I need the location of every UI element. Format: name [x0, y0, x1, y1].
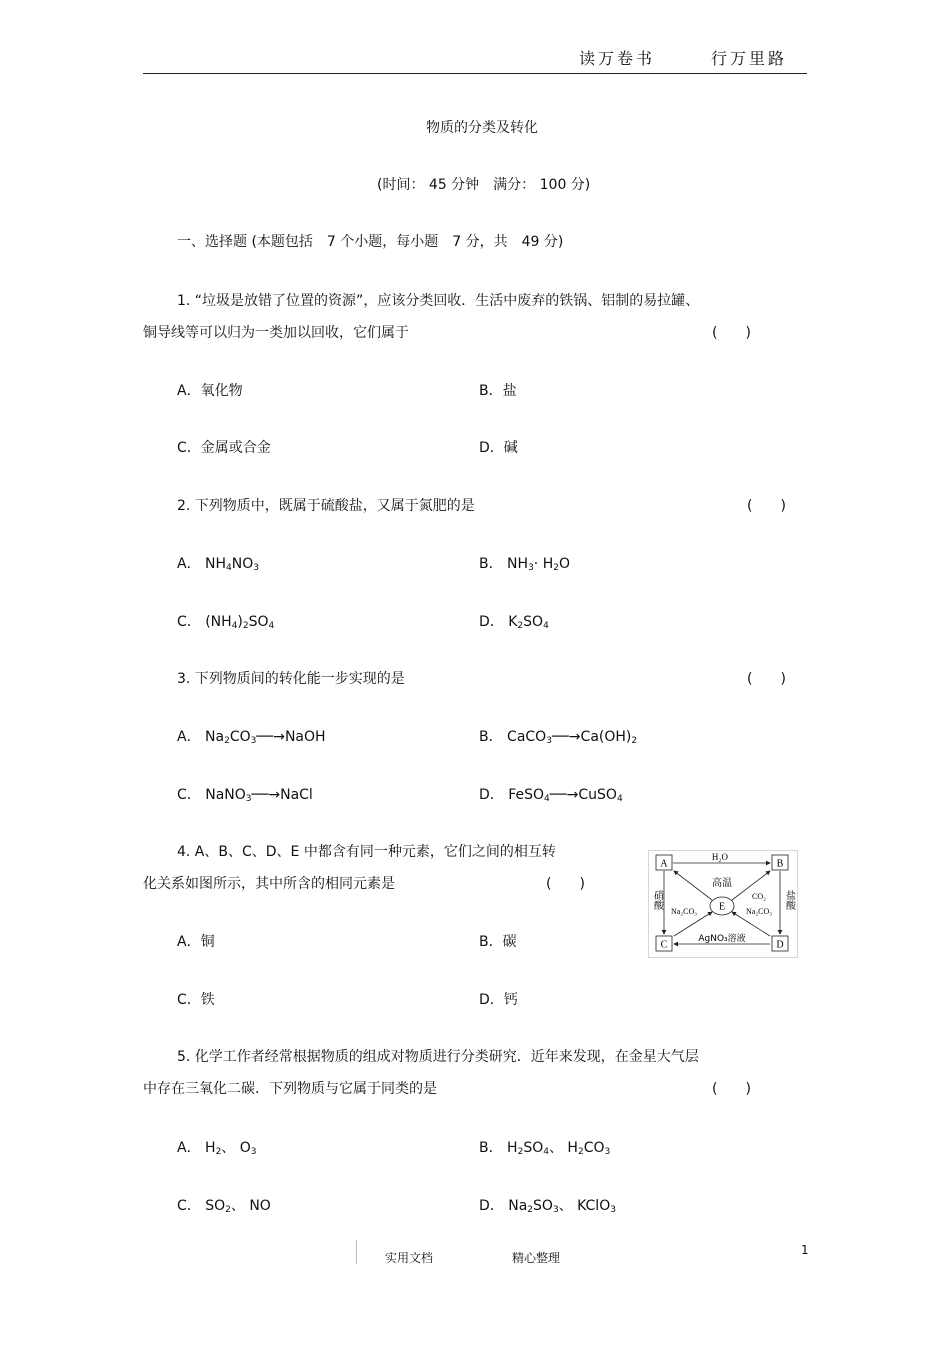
section-heading: 一、选择题 (本题包括 7 个小题，每小题 7 分，共 49 分): [177, 234, 564, 250]
question-4-option-a: A．铜: [177, 934, 215, 950]
question-1-line2: 铜导线等可以归为一类加以回收，它们属于: [143, 325, 409, 341]
question-4-line1: 4. A、B、C、D、E 中都含有同一种元素，它们之间的相互转: [177, 844, 556, 860]
edge-label-right-inner-top: CO₂: [752, 892, 766, 901]
question-1-option-d: D．碱: [479, 440, 518, 456]
node-d-label: D: [776, 939, 784, 951]
question-1-answer-bracket: ( ): [712, 325, 751, 341]
question-3-option-c: C． NaNO$_3$──→NaCl: [177, 787, 313, 804]
question-2-line1: 2. 下列物质中，既属于硫酸盐，又属于氮肥的是: [177, 498, 475, 514]
question-4-option-d: D．钙: [479, 992, 518, 1008]
footer-divider: [356, 1240, 357, 1264]
edge-e-a: [674, 871, 712, 900]
footer-left-text: 实用文档: [385, 1251, 434, 1265]
question-5-option-d: D． $Na_2SO_3$、 KClO$_3$: [479, 1198, 616, 1215]
question-1-option-c: C．金属或合金: [177, 440, 271, 456]
question-5-option-b: B． $H_2SO_4$、 $H_2CO_3$: [479, 1140, 611, 1157]
header-divider: [143, 73, 807, 74]
question-1-option-b: B．盐: [479, 383, 517, 399]
header-motto-right: 行万里路: [711, 49, 788, 68]
edge-label-right-inner: Na₂CO₃: [745, 907, 773, 916]
conversion-diagram: [648, 850, 798, 958]
edge-label-bottom: AgNO₃溶液: [698, 934, 746, 944]
question-2-option-b: B． $NH_3\cdot H_2O$: [479, 556, 570, 573]
question-2-option-a: A． $NH_4NO_3$: [177, 556, 259, 573]
question-5-line1: 5. 化学工作者经常根据物质的组成对物质进行分类研究．近年来发现，在金星大气层: [177, 1049, 699, 1065]
question-3-line1: 3. 下列物质间的转化能一步实现的是: [177, 671, 405, 687]
footer-right-text: 精心整理: [512, 1251, 561, 1265]
question-4-answer-bracket: ( ): [546, 876, 585, 892]
question-3-option-b: B． $CaCO_3──\to Ca(OH)_2$: [479, 729, 638, 746]
edge-label-left: 硝酸: [651, 890, 663, 910]
question-4-option-b: B．碳: [479, 934, 517, 950]
question-5-answer-bracket: ( ): [712, 1081, 751, 1097]
question-4-line2: 化关系如图所示，其中所含的相同元素是: [143, 876, 395, 892]
page-subtitle: (时间： 45 分钟 满分： 100 分): [377, 177, 591, 193]
question-3-option-a: A． $Na_2CO_3──\to NaOH$: [177, 729, 326, 746]
edge-label-left-inner: Na₂CO₃: [670, 907, 698, 916]
header-motto-left: 读万卷书: [579, 49, 656, 68]
edge-label-center-top: 高温: [712, 878, 732, 889]
node-c-label: C: [660, 939, 668, 951]
question-5-option-a: A． $H_2$、 $O_3$: [177, 1140, 257, 1157]
edge-label-top: H₂O: [711, 852, 729, 862]
question-2-option-d: D． $K_2SO_4$: [479, 614, 549, 631]
question-3-option-d: D． FeSO$_4$──→CuSO$_4$: [479, 787, 623, 804]
edge-label-right: 盐酸: [783, 890, 795, 910]
question-2-answer-bracket: ( ): [747, 498, 786, 514]
node-b-label: B: [776, 858, 784, 870]
question-1-option-a: A．氧化物: [177, 383, 243, 399]
question-3-answer-bracket: ( ): [747, 671, 786, 687]
page-title: 物质的分类及转化: [426, 120, 538, 136]
question-5-line2: 中存在三氧化二碳．下列物质与它属于同类的是: [143, 1081, 437, 1097]
page-number: 1: [801, 1243, 809, 1257]
question-1-line1: 1. “垃圾是放错了位置的资源”，应该分类回收．生活中废弃的铁锅、铝制的易拉罐、: [177, 293, 700, 309]
node-a-label: A: [660, 858, 668, 870]
question-5-option-c: C． $SO_2$、 NO: [177, 1198, 271, 1215]
node-e-label: E: [718, 901, 726, 913]
question-2-option-c: C． $(NH_4)_2SO_4$: [177, 614, 275, 631]
question-4-option-c: C．铁: [177, 992, 215, 1008]
